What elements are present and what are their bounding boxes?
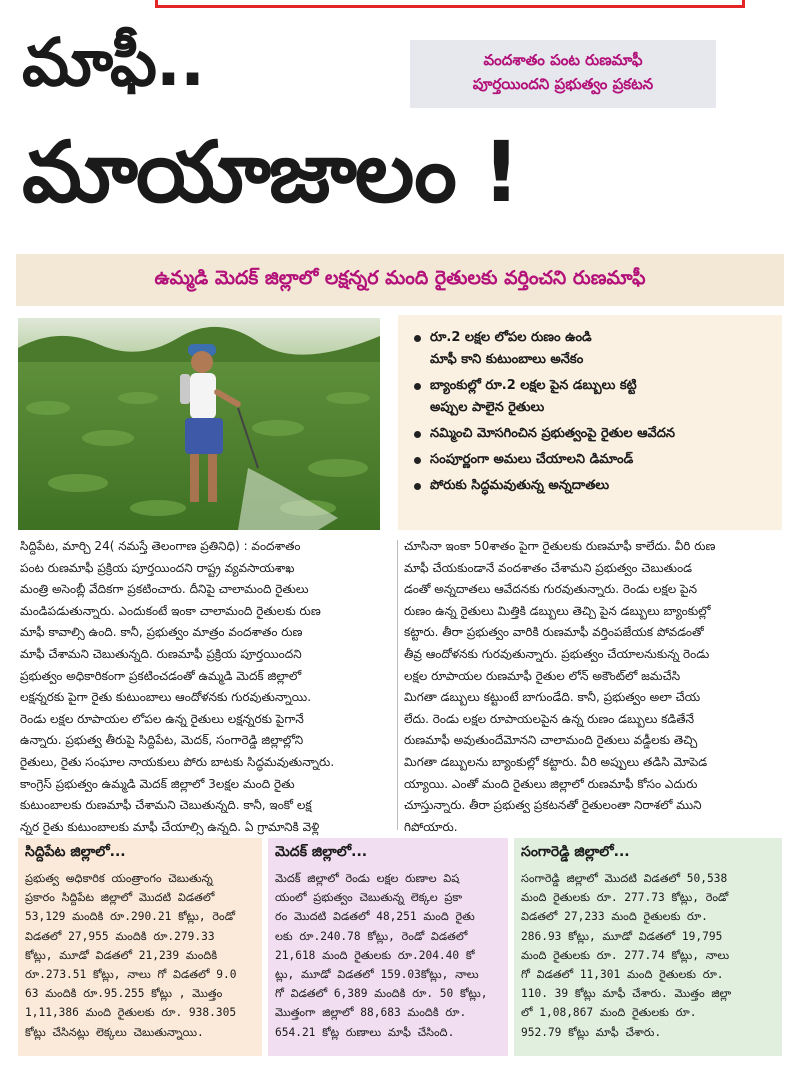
text-line: మండిపడుతున్నారు. ఎందుకంటే ఇంకా చాలామంది రైతులకు రుణ xyxy=(20,603,321,618)
text-line: కోట్లు, మూడో విడతలో 21,239 మందికి xyxy=(25,948,218,962)
text-line: 53,129 మందికి రూ.290.21 కోట్లు, రెండో xyxy=(25,910,235,924)
highlights-box xyxy=(398,315,782,530)
tag-box xyxy=(410,40,716,108)
text-line: లక్షల రూపాయల రుణమాఫీ రైతుల లోన్ అకౌంట్‌లో జమచేసి xyxy=(404,668,681,683)
text-line: ప్రభుత్వం అధికారికంగా ప్రకటించడంతో ఉమ్మడి మెదక్ జిల్లాలో xyxy=(20,668,302,683)
text-line: గో విడతలో 11,301 మంది రైతులకు రూ. xyxy=(521,968,724,982)
text-line: లేదు. రెండు లక్షల రూపాయలపైన ఉన్న రుణం డబ్బులు కడితేనే xyxy=(404,711,695,726)
tag-box-line-2: పూర్తయిందని ప్రభుత్వం ప్రకటన xyxy=(472,75,654,93)
text-line: విడతలో 27,233 మంది రైతులకు రూ. xyxy=(521,910,708,924)
text-line: మాఫీ కావాల్సి ఉంది. కానీ, ప్రభుత్వం మాత్రం వందశాతం రుణ xyxy=(20,625,303,640)
box-title: సిద్దిపేట జిల్లాలో... xyxy=(25,844,126,860)
bullet-item: పోరుకు సిద్ధమవుతున్న అన్నదాతలు xyxy=(412,475,772,497)
text-line: మాఫీ చేయకుండానే వందశాతం చేశామని ప్రభుత్వం చెబుతుండ xyxy=(404,560,693,575)
bullet-item: సంపూర్ణంగా అమలు చేయాలని డిమాండ్ xyxy=(412,449,772,471)
box-title: మెదక్ జిల్లాలో... xyxy=(275,844,368,860)
text-line: 21,618 మంది రైతులకు రూ.204.40 కో xyxy=(275,948,475,962)
sangareddy-district-box xyxy=(514,838,782,1056)
tag-box-line-1: వందశాతం పంట రుణమాఫీ xyxy=(483,51,643,69)
text-line: ట్లు, మూడో విడతలో 159.03కోట్లు, నాలు xyxy=(275,968,479,982)
bullet-item: నమ్మించి మోసగించిన ప్రభుత్వంపై రైతుల ఆవేదన xyxy=(412,423,772,445)
text-line: లో 1,08,867 మంది రైతులకు రూ. xyxy=(521,1006,697,1020)
text-line: మెదక్ జిల్లాలో రెండు లక్షల రుణాల విష xyxy=(275,872,460,885)
text-line: లక్షన్నరకు పైగా రైతు కుటుంబాలు ఆందోళనకు గురవుతున్నాయి. xyxy=(20,690,312,705)
text-line: 110. 39 కోట్లు మాఫీ చేశారు. మొత్తం జిల్లా xyxy=(521,987,732,1001)
article-left-column xyxy=(20,536,384,838)
text-line: విడతలో 27,955 మందికి రూ.279.33 xyxy=(25,929,215,943)
text-line: మంత్రి అసెంబ్లీ వేదికగా ప్రకటించారు. దీనిపై చాలామంది రైతులు xyxy=(20,582,309,597)
text-line: రూ.273.51 కోట్లు, నాలు గో విడతలో 9.0 xyxy=(25,968,237,982)
text-line: మిగతా డబ్బులు కట్టుంటే బాగుండేది. కానీ, ప్రభుత్వం అలా చేయ xyxy=(404,690,701,705)
text-line: గిపోయారు. xyxy=(404,819,458,834)
text-line: మంది రైతులకు రూ. 277.73 కోట్లు, రెండో xyxy=(521,891,729,905)
text-line: 1,11,386 మంది రైతులకు రూ. 938.305 xyxy=(25,1006,237,1020)
text-line: 952.79 కోట్లు మాఫీ చేశారు. xyxy=(521,1025,662,1039)
medak-district-box xyxy=(268,838,508,1056)
text-line: న్నర రైతు కుటుంబాలకు మాఫీ చేయాల్సి ఉన్నది. ఏ గ్రామానికి వెళ్లి xyxy=(20,819,320,834)
text-line: 654.21 కోట్ల రుణాలు మాఫీ చేసింది. xyxy=(275,1025,455,1039)
text-line: మాఫీ చేశామని చెబుతున్నది. రుణమాఫీ ప్రక్రియ పూర్తయిందని xyxy=(20,646,302,661)
headline-line-1: మాఫీ.. xyxy=(22,24,205,101)
text-line: రెండు లక్షల రూపాయల లోపల ఉన్న రైతులు లక్షన్నరకు పైగానే xyxy=(20,711,304,726)
text-line: గో విడతలో 6,389 మందికి రూ. 50 కోట్లు, xyxy=(275,987,488,1001)
article-right-column xyxy=(404,536,782,838)
text-line: ప్రకారం సిద్దిపేట జిల్లాలో మొదటి విడతలో xyxy=(25,891,215,905)
top-red-rule xyxy=(155,0,745,8)
text-line: సిద్దిపేట, మార్చి 24( నమస్తే తెలంగాణ ప్రతినిధి) : వందశాతం xyxy=(20,539,301,553)
text-line: పంట రుణమాఫీ ప్రక్రియ పూర్తయిందని రాష్ట్ర వ్యవసాయశాఖ xyxy=(20,560,295,575)
text-line: ప్రభుత్వ అధికారిక యంత్రాంగం చెబుతున్న xyxy=(25,872,213,885)
text-line: తీవ్ర ఆందోళనకు గురవుతున్నారు. ప్రభుత్వం చేయాలనుకున్న రెండు xyxy=(404,646,710,661)
text-line: కుటుంబాలకు రుణమాఫీ చేశామని చెబుతున్నది. కానీ, ఇంకో లక్ష xyxy=(20,798,312,813)
farmer-photo xyxy=(18,318,380,530)
bullet-item: బ్యాంకుల్లో రూ.2 లక్షల పైన డబ్బులు కట్టి అప్పుల పాలైన రైతులు xyxy=(412,375,772,419)
text-line: చూసినా ఇంకా 50శాతం పైగా రైతులకు రుణమాఫీ కాలేదు. వీరి రుణ xyxy=(404,539,716,553)
text-line: మిగతా డబ్బులను బ్యాంకుల్లో కట్టారు. వీరి అప్పులు తడిసి మోపెడ xyxy=(404,754,708,769)
subheadline: ఉమ్మడి మెదక్ జిల్లాలో లక్షన్నర మంది రైతులకు వర్తించని రుణమాఫీ xyxy=(16,254,784,306)
text-line: ఉన్నారు. ప్రభుత్వ తీరుపై సిద్దిపేట, మెదక్, సంగారెడ్డి జిల్లాల్లోని xyxy=(20,733,304,748)
text-line: రుణం ఉన్న రైతులు మిత్తికి డబ్బులు తెచ్చి పైన డబ్బులు బ్యాంకుల్లో xyxy=(404,603,711,618)
text-line: మంది రైతులకు రూ. 277.74 కోట్లు, నాలు xyxy=(521,948,730,962)
text-line: మొత్తంగా జిల్లాలో 88,683 మందికి రూ. xyxy=(275,1006,467,1020)
text-line: కట్టారు. తీరా ప్రభుత్వం వారికి రుణమాఫీ వర్తింపజేయక పోవడంతో xyxy=(404,625,704,640)
text-line: య్యాయి. ఎంతో మంది రైతులు జిల్లాలో రుణమాఫీ కోసం ఎదురు xyxy=(404,776,698,791)
headline-line-2: మాయాజాలం ! xyxy=(22,123,519,221)
text-line: సంగారెడ్డి జిల్లాలో మొదటి విడతలో 50,538 xyxy=(521,872,728,885)
bullet-item: రూ.2 లక్షల లోపల రుణం ఉండి మాఫీ కాని కుటుంబాలు అనేకం xyxy=(412,327,772,371)
text-line: రైతులు, రైతు సంఘాల నాయకులు పోరు బాటకు సిద్ధమవుతున్నారు. xyxy=(20,754,335,769)
text-line: కోట్లు చేసినట్లు లెక్కలు చెబుతున్నాయి. xyxy=(25,1025,204,1039)
text-line: చూస్తున్నారు. తీరా ప్రభుత్వ ప్రకటనతో రైతులంతా నిరాశలో ముని xyxy=(404,798,702,813)
text-line: రం మొదటి విడతలో 48,251 మంది రైతు xyxy=(275,910,475,924)
siddipet-district-box xyxy=(18,838,262,1056)
text-line: 286.93 కోట్లు, మూడో విడతలో 19,795 xyxy=(521,929,723,943)
text-line: లకు రూ.240.78 కోట్లు, రెండో విడతలో xyxy=(275,929,468,943)
column-divider xyxy=(397,540,398,830)
text-line: 63 మందికి రూ.95.255 కోట్లు , మొత్తం xyxy=(25,987,223,1001)
text-line: డంతో అన్నదాతలు ఆవేదనకు గురవుతున్నారు. రెండు లక్షల పైన xyxy=(404,582,698,597)
box-title: సంగారెడ్డి జిల్లాలో... xyxy=(521,844,630,860)
text-line: రుణమాఫీ అవుతుందేమోనని చాలామంది రైతులు వడ్డీలకు తెచ్చి xyxy=(404,733,698,748)
text-line: కాంగ్రెస్ ప్రభుత్వం ఉమ్మడి మెదక్ జిల్లాలో 3లక్షల మంది రైతు xyxy=(20,776,295,791)
text-line: యంలో ప్రభుత్వం చెబుతున్న లెక్కల ప్రకా xyxy=(275,891,463,905)
